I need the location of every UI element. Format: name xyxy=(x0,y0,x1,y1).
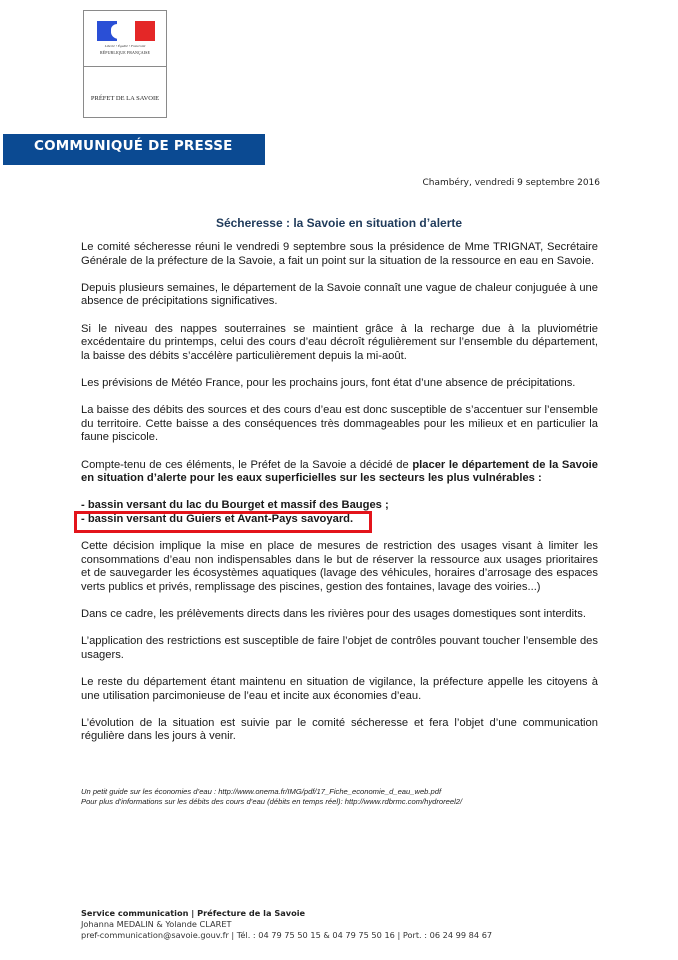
prefecture-logo xyxy=(83,10,167,118)
paragraph: Cette décision implique la mise en place de mesures de restriction des usages visant à limiter les consommations d’eau non indispensables dans le but de réserver la ressource aux usages prioritaires et de sauvegarder les écosystèmes aquatiques (lavage des véhicules, horaires d’arrosage des espaces verts publics et privés, remplissage des piscines, gestion des fontaines, lavage des voiries...) xyxy=(81,540,598,593)
page-title: Sécheresse : la Savoie en situation d’alerte xyxy=(215,216,463,230)
decision-bold: placer le département de la Savoie en situation d’alerte pour les eaux superficielles sur les secteurs les plus vulnérables : xyxy=(81,458,599,485)
decision-paragraph xyxy=(81,459,598,486)
list-item-highlighted xyxy=(81,513,598,527)
river-flow-info-link[interactable]: Pour plus d’informations sur les débits des cours d’eau (débits en temps réel): http://www.rdbrmc.com/hydroreel2/ xyxy=(81,797,463,806)
water-saving-guide-link[interactable]: Un petit guide sur les économies d’eau : http://www.onema.fr/IMG/pdf/17_Fiche_economie_d_eau_web.pdf xyxy=(81,787,442,796)
prefecture-name: PRÉFET DE LA SAVOIE xyxy=(90,95,160,102)
paragraph: Les prévisions de Météo France, pour les prochains jours, font état d’une absence de précipitations. xyxy=(81,376,576,389)
paragraph: L’application des restrictions est susceptible de faire l’objet de contrôles pouvant toucher l’ensemble des usagers. xyxy=(81,635,598,661)
paragraph: Le reste du département étant maintenu en situation de vigilance, la préfecture appelle les citoyens à une utilisation parcimonieuse de l’eau et incite aux économies d’eau. xyxy=(81,676,598,702)
decision-intro: Compte-tenu de ces éléments, le Préfet de la Savoie a décidé de xyxy=(81,458,413,471)
list-item-text: - bassin versant du Guiers et Avant-Pays savoyard. xyxy=(81,512,354,525)
paragraph: Dans ce cadre, les prélèvements directs dans les rivières pour des usages domestiques sont interdits. xyxy=(81,608,586,621)
footer-service: Service communication | Préfecture de la Savoie xyxy=(81,908,306,918)
press-release-banner xyxy=(3,134,265,165)
alert-sectors-list xyxy=(81,499,598,526)
paragraph: La baisse des débits des sources et des cours d’eau est donc susceptible de s’accentuer sur l’ensemble du territoire. Cette baisse a des conséquences très dommageables pour les milieux et en particulier la faune piscicole. xyxy=(81,404,598,444)
banner-label: COMMUNIQUÉ DE PRESSE xyxy=(34,138,233,154)
contact-footer xyxy=(81,908,601,941)
release-date: Chambéry, vendredi 9 septembre 2016 xyxy=(422,178,600,188)
tricolor-flag-icon xyxy=(97,21,155,41)
paragraph: Si le niveau des nappes souterraines se maintient grâce à la recharge due à la pluviométrie excédentaire du printemps, celui des cours d’eau décroît régulièrement sur l’ensemble du département, la baisse des débits s’accélère particulièrement depuis la mi-août. xyxy=(81,322,598,362)
paragraph: Depuis plusieurs semaines, le département de la Savoie connaît une vague de chaleur conjuguée à une absence de précipitations significatives. xyxy=(81,281,598,308)
reference-links xyxy=(81,787,601,807)
footer-details: pref-communication@savoie.gouv.fr | Tél. : 04 79 75 50 15 & 04 79 75 50 16 | Port. : 06 24 99 84 67 xyxy=(81,930,493,940)
paragraph: Le comité sécheresse réuni le vendredi 9 septembre sous la présidence de Mme TRIGNAT, Secrétaire Générale de la préfecture de la Savoie, a fait un point sur la situation de la ressource en eau en Savoie. xyxy=(81,241,598,267)
footer-contacts: Johanna MEDALIN & Yolande CLARET xyxy=(81,919,232,929)
list-item: - bassin versant du lac du Bourget et massif des Bauges ; xyxy=(81,499,389,512)
republic-motto: Liberté • Égalité • Fraternité xyxy=(104,44,146,48)
marianne-logo xyxy=(84,11,166,67)
republic-name: RÉPUBLIQUE FRANÇAISE xyxy=(99,50,151,55)
document-body xyxy=(81,241,598,744)
paragraph: L’évolution de la situation est suivie par le comité sécheresse et fera l’objet d’une communication régulière dans les jours à venir. xyxy=(81,716,598,743)
